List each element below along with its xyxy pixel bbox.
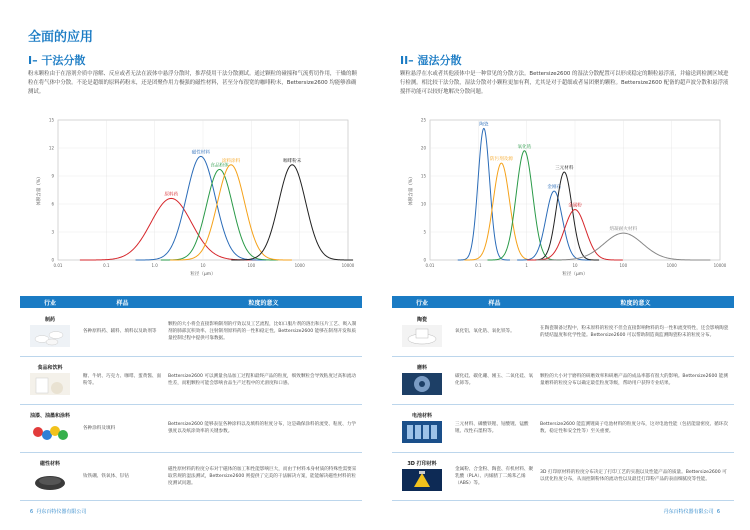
series-label: 氧化锆 [517,144,532,150]
industry-cell [20,452,80,500]
industry-cell [20,404,80,452]
x-tick-label: 10000 [713,263,727,268]
series-label: 金属粉 [568,203,582,209]
dry-paragraph: 粉末颗粒由于在溶剂介质中溶解、反应或者无法在液体中悬浮分散时，推荐使用干法分散测试。通过颗粒的碰撞和气流剪切作用，干燥的颗粒在将气体中分散。不论是超细的原料药粉末，还是团聚作用力极强的磁性材料，甚至分布很宽的咖啡粉末，Bettersize2600 均能够准确测试。 [28,71,357,95]
meaning-cell: 颗粒的大小对于磨料的研磨效率和研磨产品的成品率都有很大的影响。Bettersize2600 能测量磨料的粒度分布以确定最佳粒度等级，帮助用户获得专业结果。 [537,356,734,404]
dry-chart-plot [35,118,355,278]
section-title-dry: I– 干法分散 [28,54,86,67]
x-tick-label: 100 [619,263,628,268]
series-label: 金刚石 [547,185,562,191]
table-row [392,356,734,404]
abrasive-image [402,373,442,395]
dry-table [20,296,362,501]
series-label: 食品粉体 [210,163,229,169]
industry-cell [392,356,452,404]
y-tick-label: 12 [48,145,54,151]
y-tick-label: 9 [51,173,54,179]
x-tick-label: 1000 [666,263,677,268]
x-tick-label: 1000 [294,263,305,268]
meaning-cell: 磁性原材料的粒度分布对于磁体的加工和性能影响巨大，而由于材料本身材质的特殊性需要采取常规的湿法测试，Bettersize2600 则提供了完美的干法解决方案，能能解决磁性材料的粒度测试问题。 [165,452,362,500]
y-tick-label: 20 [420,145,426,151]
y-tick-label: 15 [48,117,54,123]
y-tick-label: 0 [51,257,54,263]
series-label: 陶瓷 [479,122,489,128]
x-tick-label: 10 [572,263,578,268]
col-industry: 行业 [20,296,80,308]
series-label: 防污剂及源 [489,157,513,163]
y-tick-label: 15 [420,173,426,179]
col-sample: 样品 [452,296,537,308]
x-tick-label: 0.1 [103,263,110,268]
x-tick-label: 0.01 [425,263,435,268]
industry-label: 磁性材料 [39,461,60,467]
x-axis-label: 粒径（μm） [190,272,216,277]
food-image [30,373,70,395]
industry-cell [392,308,452,356]
wet-chart [392,112,732,282]
wet-table [392,296,734,501]
table-row [392,452,734,500]
col-meaning: 粒度的意义 [537,296,734,308]
y-axis-label: 体积含量（%） [37,174,42,206]
paint-image [30,421,70,443]
page-number: 6 [716,509,720,515]
meaning-cell: Bettersize2600 能够表征各种涂料以及填料的粒度分布，这是确保涂料的流变、粘度、力学强度以及纸涂效率的关键参数。 [165,404,362,452]
industry-cell [20,356,80,404]
x-tick-label: 10 [200,263,206,268]
industry-label: 油漆、油墨和涂料 [29,413,70,419]
series-label: 三元材料 [555,166,574,172]
series-label: 磁性材料 [191,150,210,156]
pharma-image [30,325,70,347]
table-row [20,308,362,356]
table-row [392,308,734,356]
col-industry: 行业 [392,296,452,308]
y-tick-label: 6 [51,201,54,207]
ceramics-image [402,325,442,347]
meaning-cell: Bettersize2600 能监测锂离子电池材料的粒度分布，这对电池性能（包括能量密度、循环次数、稳定性和安全性等）至关重要。 [537,404,734,452]
x-tick-label: 10000 [341,263,355,268]
y-tick-label: 5 [423,229,426,235]
col-meaning: 粒度的意义 [165,296,362,308]
y-axis-label: 体积含量（%） [409,174,414,206]
dry-chart [20,112,360,282]
sample-cell: 各种原料药、辅料、填料以及助剂等 [80,308,165,356]
sample-cell: 钕铁硼、铁氧体、钐钴 [80,452,165,500]
meaning-cell: 颗粒的大小将会直接影响制剂的疗效以及工艺流程，比如口服片剂的溶出和压片工艺、吸入制剂的肺部沉积效率、注射制剂原料药的一性和稳定性。Bettersize2600 能够在制剂开发和质量控制过程中提供可靠数据。 [165,308,362,356]
wet-chart-plot [407,118,727,278]
industry-label: 食品和饮料 [37,365,63,371]
table-row [20,356,362,404]
sample-cell: 各种涂料及填料 [80,404,165,452]
industry-cell [20,308,80,356]
x-tick-label: 1 [525,263,528,268]
industry-cell [392,404,452,452]
col-sample: 样品 [80,296,165,308]
meaning-cell: Bettersize2600 可以测量食品加工过程和最终产品的粒度，细致颗粒会导致粘度过高和流动性差，而粗颗粒可能会影响食品生产过程中的光滑度和口感。 [165,356,362,404]
sample-cell: 碳化硅、碳化硼、刚玉、二氧化硅、氧化铈等。 [452,356,537,404]
series-label: 熔凝耐火材料 [609,227,638,233]
industry-label: 制药 [44,316,55,323]
x-tick-label: 100 [247,263,256,268]
x-tick-label: 1.0 [151,263,158,268]
table-row [20,452,362,500]
industry-label: 磨料 [416,365,427,371]
sample-cell: 糖、牛奶、巧克力、咖啡、蛋黄酱、面粉等。 [80,356,165,404]
industry-label: 3D 打印材料 [407,461,437,467]
sample-cell: 氧化铝、氧化锆、氧化铁等。 [452,308,537,356]
x-axis-label: 粒径（μm） [562,272,588,277]
industry-label: 电池材料 [411,413,432,419]
wet-paragraph: 颗粒悬浮在水或者其他液体中是一种常见的分散方法。Bettersize2600 的湿法分散配置可以形成稳定的颗粒悬浮液，并输送到检测区域进行检测。相比较干法分散，湿法分散对小颗粒更加有利，尤其是对于超细或者易团聚的颗粒。Bettersize2600 配备的超声波分散和悬浮液搅拌功能可以较好地解决分散问题。 [400,71,729,95]
y-tick-label: 25 [420,117,426,123]
battery-image [402,421,442,443]
industry-cell [392,452,452,500]
y-tick-label: 0 [423,257,426,263]
y-tick-label: 3 [51,229,54,235]
3d-print-image [402,469,442,491]
series-label: 咖啡粉末 [282,158,302,164]
sample-cell: 三元材料、磷酸铁锂、钴酸锂、锰酸锂、改性石墨粉等。 [452,404,537,452]
footer-right [664,508,720,515]
magnetic-image [30,469,70,491]
industry-label: 陶瓷 [416,316,427,323]
meaning-cell: 在陶瓷制备过程中，粉末原料的粒度不但会直接影响物料的均一性和流变特性，还会影响陶瓷的烧结温度和化学性能。Bettersize2600 可以帮助制造商监测陶瓷粉末的粒度分布。 [537,308,734,356]
sample-cell: 金属粉、合金粉、陶瓷、有机材料、聚乳酸（PLA）、丙烯腈丁二烯苯乙烯（ABS）等。 [452,452,537,500]
company-name: 丹东百特仪器有限公司 [663,509,714,515]
page-number: 6 [30,509,34,515]
meaning-cell: 3D 打印原材料的粒度分布决定了打印工艺的实施以及性能产品的质量。Bettersize2600 可以优化粒度分布，从而控制粉体的流动性以及最佳打印粉产品的表面细腻度等性能。 [537,452,734,500]
y-tick-label: 10 [420,201,426,207]
series-label: 涂料涂料 [221,158,241,164]
series-label: 原料药 [164,192,179,198]
table-row [392,404,734,452]
x-tick-label: 0.01 [53,263,63,268]
section-title-wet: II– 湿法分散 [400,54,462,67]
company-name: 丹东百特仪器有限公司 [36,509,87,515]
table-row [20,404,362,452]
x-tick-label: 0.1 [475,263,482,268]
page-title: 全面的应用 [28,30,94,45]
footer-left [30,508,86,515]
